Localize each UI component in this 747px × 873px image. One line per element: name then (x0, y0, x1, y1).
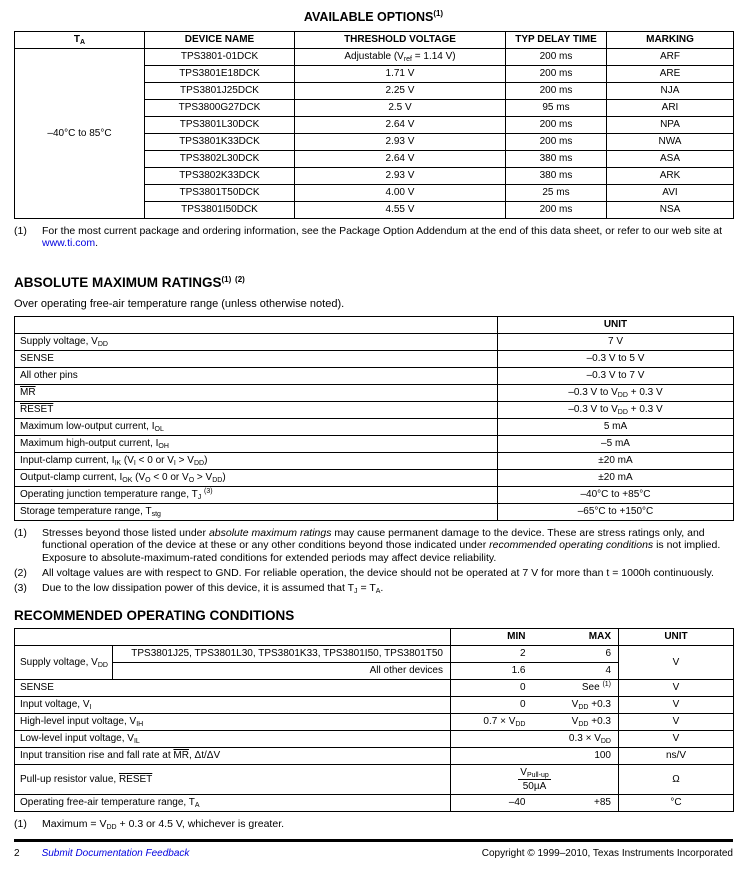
copyright-text: Copyright © 1999–2010, Texas Instruments Incorporated (481, 848, 733, 860)
table-cell: 200 ms (506, 117, 607, 134)
table-cell: 100 (533, 747, 619, 764)
table-cell: –40°C to 85°C (15, 49, 145, 219)
table-cell: Maximum high-output current, $I_{OH}$ (15, 435, 498, 452)
footnote-number: (1) (14, 817, 27, 830)
table-cell: TPS3800G27DCK (145, 100, 295, 117)
table-header-row (15, 628, 734, 645)
table-row (15, 747, 734, 764)
footnote (14, 582, 733, 594)
available-options-table (14, 31, 734, 219)
table-cell: 4 (533, 662, 619, 679)
table-cell: Maximum low-output current, $I_{OL}$ (15, 418, 498, 435)
table-cell: –5 mA (498, 435, 734, 452)
footnote-number: (3) (14, 582, 27, 595)
table-cell: 4.00 V (295, 185, 506, 202)
table-row (15, 469, 734, 486)
table-cell: TPS3801-01DCK (145, 49, 295, 66)
table-cell: Operating free-air temperature range, $T_A$ (15, 794, 451, 811)
table-cell: TPS3801E18DCK (145, 66, 295, 83)
footnote-number: (1) (14, 225, 27, 237)
table-row (15, 679, 734, 696)
table-cell: 2.93 V (295, 134, 506, 151)
table-cell: $0.3 \times V_{DD}$ (533, 730, 619, 747)
table-cell: NSA (607, 202, 734, 219)
table-header-cell: MARKING (607, 32, 734, 49)
submit-documentation-feedback-link[interactable]: Submit Documentation Feedback (41, 848, 190, 860)
table-cell: TPS3801J25, TPS3801L30, TPS3801K33, TPS3801I50, TPS3801T50 (113, 645, 451, 662)
footnote-number: (2) (14, 567, 27, 580)
table-cell: All other pins (15, 367, 498, 384)
table-row (15, 503, 734, 520)
table-cell: ARE (607, 66, 734, 83)
table-cell: TPS3801L30DCK (145, 117, 295, 134)
table-row (15, 764, 734, 794)
footer-divider (14, 839, 733, 842)
footnote-text-post: . (95, 237, 99, 250)
table-cell: 95 ms (506, 100, 607, 117)
absolute-maximum-ratings-subtitle: Over operating free-air temperature range (unless otherwise noted). (14, 297, 345, 310)
table-header-cell: UNIT (498, 316, 734, 333)
table-cell: V (619, 730, 734, 747)
table-cell: See $^{(1)}$ (533, 679, 619, 696)
table-cell: ±20 mA (498, 452, 734, 469)
footnote-text-pre: For the most current package and ordering information, see the Package Option Addendum at the end of this data sheet, or refer to our web site at (42, 225, 722, 237)
footnote (14, 225, 733, 250)
table-row (15, 730, 734, 747)
table-row (15, 794, 734, 811)
table-header-cell (15, 316, 498, 333)
table-cell: 200 ms (506, 202, 607, 219)
table-row (15, 713, 734, 730)
table-cell: Storage temperature range, $T_{stg}$ (15, 503, 498, 520)
table-cell: High-level input voltage, $V_{IH}$ (15, 713, 451, 730)
table-cell: TPS3801J25DCK (145, 83, 295, 100)
table-cell: RESET (15, 401, 498, 418)
footnote-text: Stresses beyond those listed under absolute maximum ratings may cause permanent damage to the device. These are stress ratings only, and functional operation of the device at these or any other conditions beyond those indicated under recommended operating conditions is not implied. Exposure to absolute-maximum-rated conditions for extended periods may affect device reliability. (42, 526, 721, 564)
table-row (15, 49, 734, 66)
ti-website-link[interactable]: www.ti.com (42, 237, 96, 250)
table-cell: NJA (607, 83, 734, 100)
footnote (14, 527, 733, 564)
table-cell: 2.64 V (295, 117, 506, 134)
table-row (15, 384, 734, 401)
table-cell: Input transition rise and fall rate at $\overline{MR}$, Δt/ΔV (15, 747, 451, 764)
footnote-text (42, 225, 733, 250)
table-cell: 2.25 V (295, 83, 506, 100)
table-cell: TPS3802K33DCK (145, 168, 295, 185)
table-cell: –40°C to +85°C (498, 486, 734, 503)
table-header-cell: TYP DELAY TIME (506, 32, 607, 49)
table-header-cell: THRESHOLD VOLTAGE (295, 32, 506, 49)
table-cell: 4.55 V (295, 202, 506, 219)
table-cell: V (619, 713, 734, 730)
table-cell: TPS3801I50DCK (145, 202, 295, 219)
table-cell: $V_{DD} +0.3$ (533, 713, 619, 730)
table-cell: Low-level input voltage, $V_{IL}$ (15, 730, 451, 747)
table-cell: 200 ms (506, 49, 607, 66)
table-cell: 5 mA (498, 418, 734, 435)
table-row (15, 333, 734, 350)
page-number: 2 (14, 848, 20, 860)
table-cell: –40 (451, 794, 533, 811)
table-cell: 380 ms (506, 168, 607, 185)
table-cell: TPS3802L30DCK (145, 151, 295, 168)
table-cell: NPA (607, 117, 734, 134)
table-cell: –0.3 V to $V_{DD} + 0.3$ V (498, 401, 734, 418)
table-row (15, 401, 734, 418)
recommended-operating-conditions-title: RECOMMENDED OPERATING CONDITIONS (14, 607, 295, 623)
table-cell: SENSE (15, 350, 498, 367)
table-cell: Pull-up resistor value, RESET (15, 764, 451, 794)
table-header-cell: UNIT (619, 628, 734, 645)
table-row (15, 367, 734, 384)
table-cell: 7 V (498, 333, 734, 350)
absolute-maximum-ratings-title: ABSOLUTE MAXIMUM RATINGS$^{(1)}$ $^{(2)}$ (14, 274, 245, 290)
table-cell: –0.3 V to $V_{DD} + 0.3$ V (498, 384, 734, 401)
table-cell: ARK (607, 168, 734, 185)
available-options-title: AVAILABLE OPTIONS$^{(1)}$ (303, 9, 444, 24)
table-cell: 1.71 V (295, 66, 506, 83)
table-header-row (15, 316, 734, 333)
table-header-cell: MAX (533, 628, 619, 645)
table-cell (451, 764, 619, 794)
table-cell: V (619, 645, 734, 679)
table-header-row (15, 32, 734, 49)
absolute-maximum-ratings-footnotes (14, 527, 733, 595)
table-cell: ARF (607, 49, 734, 66)
table-cell: SENSE (15, 679, 451, 696)
table-row (15, 645, 734, 662)
table-cell: Input voltage, $V_I$ (15, 696, 451, 713)
table-cell: 2.64 V (295, 151, 506, 168)
page-footer (14, 848, 733, 859)
table-cell (451, 730, 533, 747)
table-row (15, 418, 734, 435)
table-cell: 380 ms (506, 151, 607, 168)
footnote-text: Due to the low dissipation power of this device, it is assumed that $T_J = T_A$. (42, 582, 384, 596)
table-row (15, 452, 734, 469)
table-cell: –0.3 V to 5 V (498, 350, 734, 367)
absolute-maximum-ratings-table (14, 316, 734, 521)
table-cell: TPS3801K33DCK (145, 134, 295, 151)
table-row (15, 435, 734, 452)
table-cell: –65°C to +150°C (498, 503, 734, 520)
table-cell: 6 (533, 645, 619, 662)
table-row (15, 350, 734, 367)
table-cell: Supply voltage, $V_{DD}$ (15, 645, 113, 679)
table-cell: V (619, 679, 734, 696)
table-cell (451, 747, 533, 764)
table-row (15, 486, 734, 503)
recommended-operating-conditions-footnotes (14, 818, 733, 830)
table-cell: ns/V (619, 747, 734, 764)
table-cell: 1.6 (451, 662, 533, 679)
table-cell: 200 ms (506, 83, 607, 100)
footnote (14, 818, 733, 830)
fraction (518, 767, 550, 792)
footnote-text: All voltage values are with respect to GND. For reliable operation, the device should not be operated at 7 V for more than t = 1000h continuously. (42, 567, 714, 580)
table-cell: –0.3 V to 7 V (498, 367, 734, 384)
table-header-cell: DEVICE NAME (145, 32, 295, 49)
footnote-number: (1) (14, 526, 27, 539)
table-header-cell: $T_A$ (15, 32, 145, 49)
fraction-denominator: 50µA (522, 780, 547, 792)
table-cell: NWA (607, 134, 734, 151)
table-cell: $0.7 \times V_{DD}$ (451, 713, 533, 730)
available-options-footnotes (14, 225, 733, 250)
footnote (14, 567, 733, 579)
table-cell: V (619, 696, 734, 713)
table-header-cell (15, 628, 451, 645)
table-cell: $V_{DD} +0.3$ (533, 696, 619, 713)
table-cell: 25 ms (506, 185, 607, 202)
table-cell: All other devices (113, 662, 451, 679)
fraction-numerator: $V_{Pull-up}$ (520, 766, 549, 779)
table-cell: 200 ms (506, 134, 607, 151)
table-cell: 2.5 V (295, 100, 506, 117)
table-cell: +85 (533, 794, 619, 811)
table-cell: ±20 mA (498, 469, 734, 486)
table-cell: Adjustable ($V_{ref} = 1.14$ V) (295, 49, 506, 66)
recommended-operating-conditions-table (14, 628, 734, 812)
table-cell: °C (619, 794, 734, 811)
table-cell: ASA (607, 151, 734, 168)
table-cell: 0 (451, 696, 533, 713)
table-cell: Output-clamp current, $I_{OK}$ ($V_O < 0$ or $V_O > V_{DD}$) (15, 469, 498, 486)
table-cell: Operating junction temperature range, $T_J$ $^{(3)}$ (15, 486, 498, 503)
table-cell: Supply voltage, $V_{DD}$ (15, 333, 498, 350)
table-cell: ARI (607, 100, 734, 117)
table-cell: 200 ms (506, 66, 607, 83)
table-cell: Ω (619, 764, 734, 794)
table-cell: TPS3801T50DCK (145, 185, 295, 202)
table-row (15, 696, 734, 713)
table-cell: 2.93 V (295, 168, 506, 185)
table-cell: Input-clamp current, $I_{IK}$ ($V_I < 0$ or $V_I > V_{DD}$) (15, 452, 498, 469)
table-header-cell: MIN (451, 628, 533, 645)
table-cell: 0 (451, 679, 533, 696)
footnote-text: Maximum = $V_{DD} + 0.3$ or 4.5 V, whichever is greater. (42, 817, 285, 831)
table-cell: $\overline{MR}$ (15, 384, 498, 401)
table-cell: 2 (451, 645, 533, 662)
table-cell: AVI (607, 185, 734, 202)
